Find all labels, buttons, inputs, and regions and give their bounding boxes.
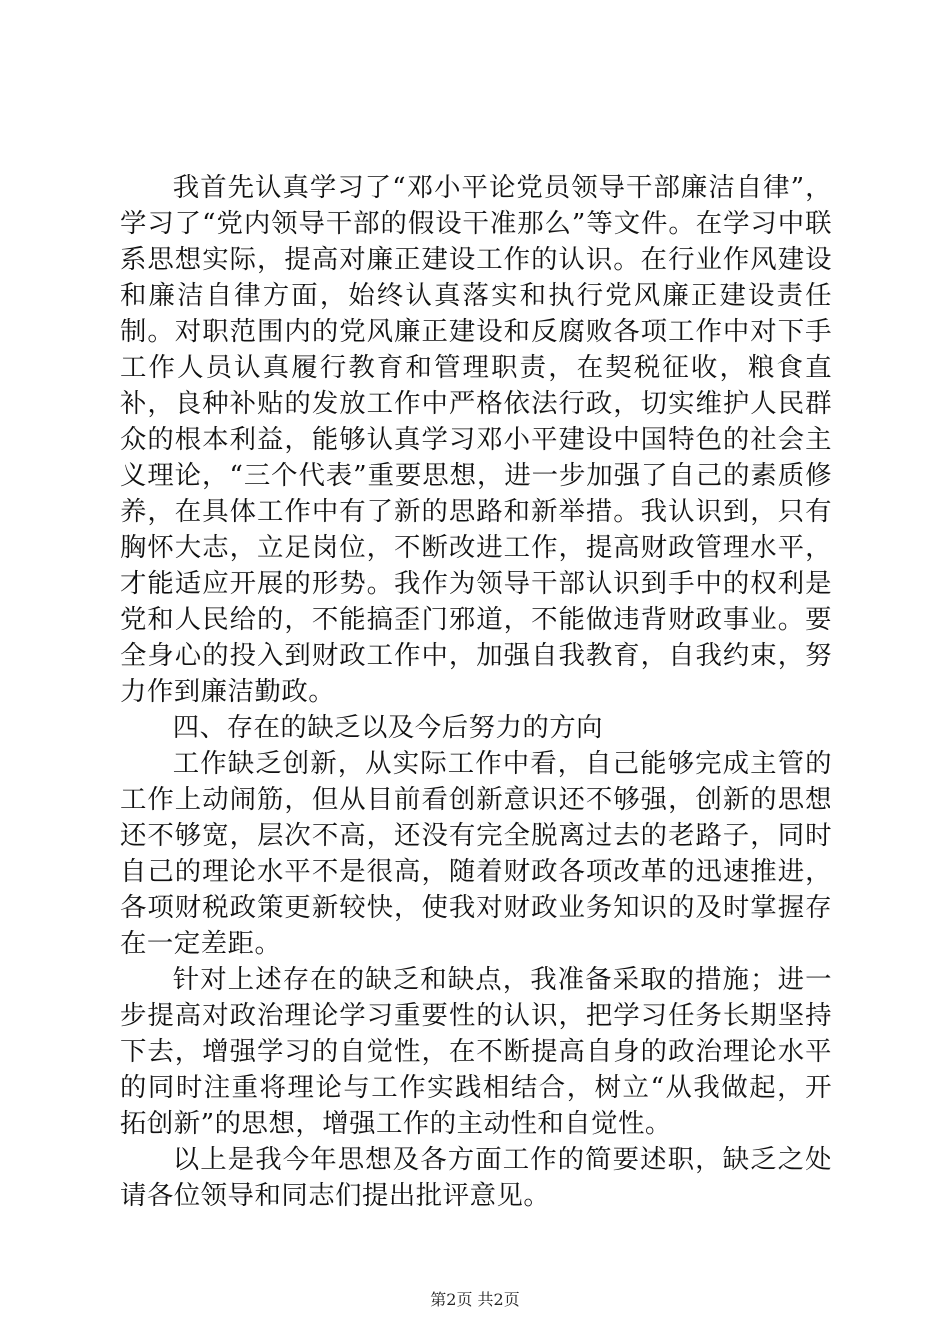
paragraph-self-discipline: 我首先认真学习了“邓小平论党员领导干部廉洁自律”，学习了“党内领导干部的假设干准那么”等文件。在学习中联系思想实际，提高对廉正建设工作的认识。在行业作风建设和廉洁自律方面，始终认真落实和执行党风廉正建设责任制。对职范围内的党风廉正建设和反腐败各项工作中对下手工作人员认真履行教育和管理职责，在契税征收，粮食直补，良种补贴的发放工作中严格依法行政，切实维护人民群众的根本利益，能够认真学习邓小平建设中国特色的社会主义理论，“三个代表”重要思想，进一步加强了自己的素质修养，在具体工作中有了新的思路和新举措。我认识到，只有胸怀大志，立足岗位，不断改进工作，提高财政管理水平，才能适应开展的形势。我作为领导干部认识到手中的权利是党和人民给的，不能搞歪门邪道，不能做违背财政事业。要全身心的投入到财政工作中，加强自我教育，自我约束，努力作到廉洁勤政。 [120, 172, 832, 707]
paragraph-lack-of-innovation: 工作缺乏创新，从实际工作中看，自己能够完成主管的工作上动闹筋，但从目前看创新意识还不够强，创新的思想还不够宽，层次不高，还没有完全脱离过去的老路子，同时自己的理论水平不是很高，随着财政各项改革的迅速推进，各项财税政策更新较快，使我对财政业务知识的及时掌握存在一定差距。 [120, 748, 832, 959]
section-heading-shortcomings: 四、存在的缺乏以及今后努力的方向 [172, 712, 604, 743]
document-body [120, 170, 832, 1214]
paragraph-closing: 以上是我今年思想及各方面工作的简要述职，缺乏之处请各位领导和同志们提出批评意见。 [120, 1144, 832, 1211]
paragraph-improvement-measures: 针对上述存在的缺乏和缺点，我准备采取的措施；进一步提高对政治理论学习重要性的认识，把学习任务长期坚持下去，增强学习的自觉性，在不断提高自身的政治理论水平的同时注重将理论与工作实践相结合，树立“从我做起，开拓创新”的思想，增强工作的主动性和自觉性。 [120, 964, 832, 1139]
page-number-footer: 第2页 共2页 [430, 1290, 520, 1309]
